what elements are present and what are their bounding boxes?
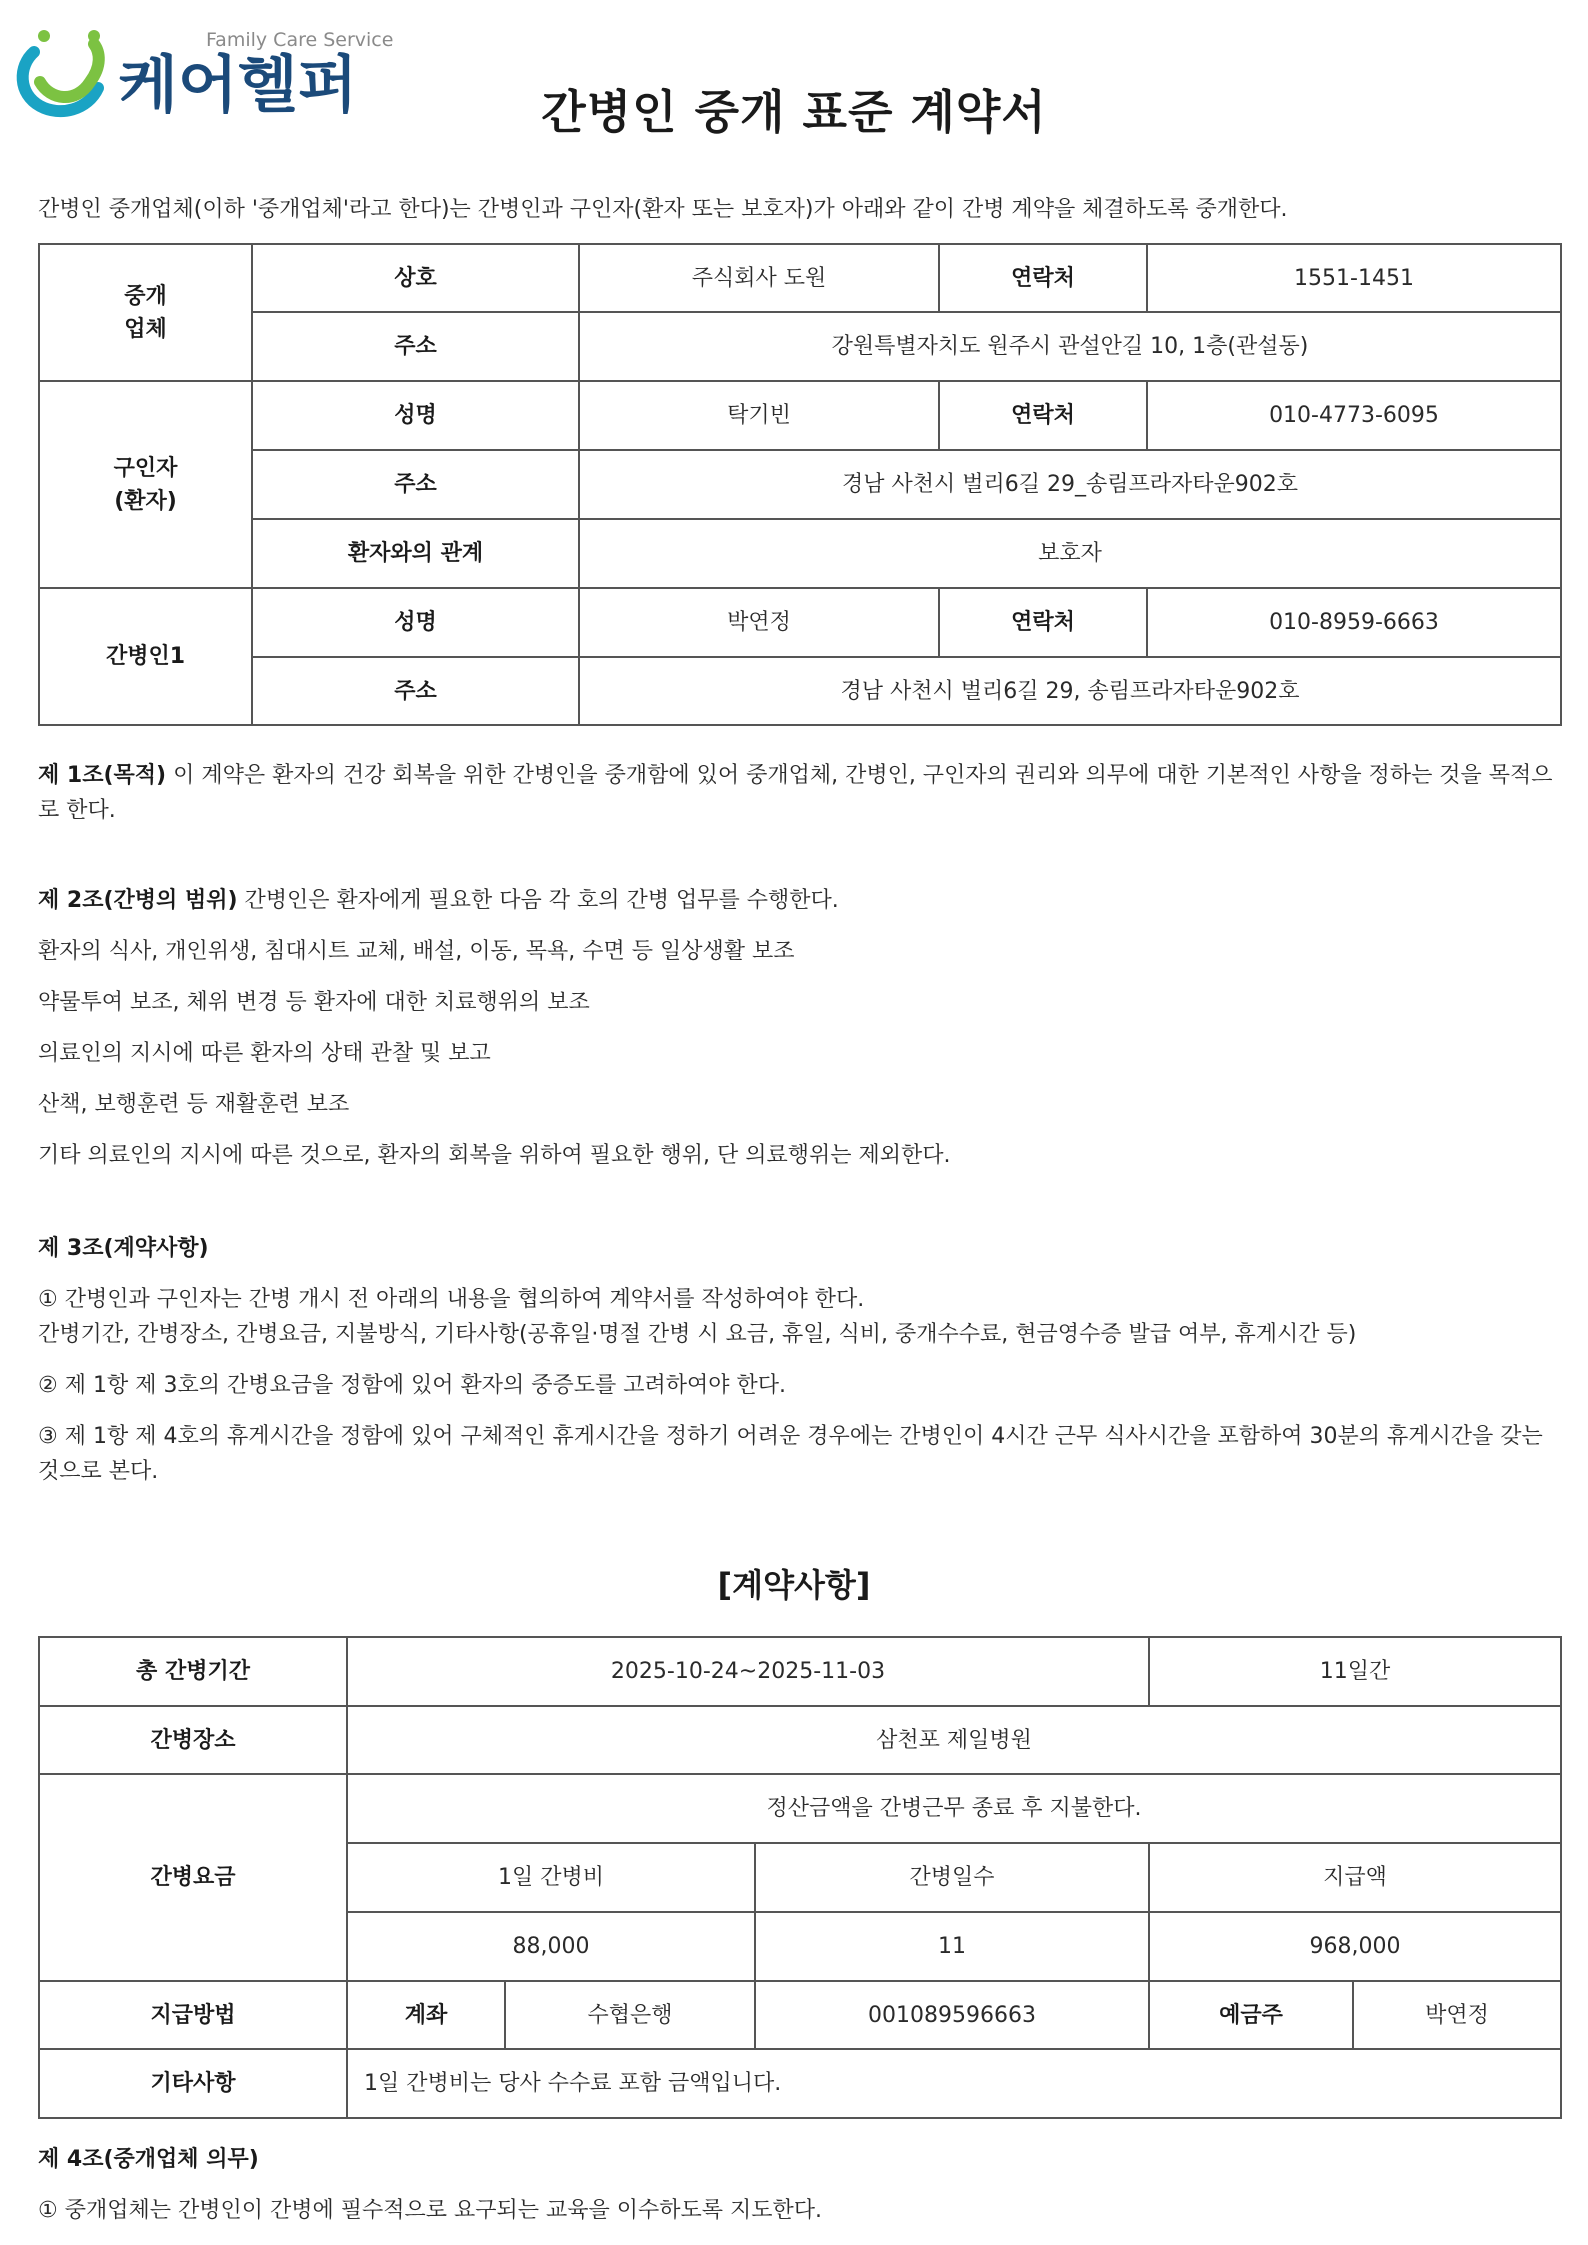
article-2-item: 기타 의료인의 지시에 따른 것으로, 환자의 회복을 위하여 필요한 행위, 단 의료행위는 제외한다. bbox=[38, 1143, 951, 1168]
period-days: 11일간 bbox=[1149, 1637, 1561, 1706]
payment-method-label: 지급방법 bbox=[39, 1981, 347, 2049]
account-number: 001089596663 bbox=[755, 1981, 1149, 2049]
place-label: 간병장소 bbox=[39, 1706, 347, 1774]
account-holder-label: 예금주 bbox=[1149, 1981, 1353, 2049]
client-address: 경남 사천시 벌리6길 29_송림프라자타운902호 bbox=[579, 450, 1561, 519]
caregiver-contact: 010-8959-6663 bbox=[1147, 588, 1561, 657]
article-4-heading: 제 4조(중개업체 의무) bbox=[38, 2147, 259, 2172]
daily-fee-value: 88,000 bbox=[347, 1912, 755, 1981]
amount-label: 지급액 bbox=[1149, 1843, 1561, 1912]
parties-table bbox=[38, 243, 1562, 726]
etc-label: 기타사항 bbox=[39, 2049, 347, 2118]
article-4-heading-row bbox=[38, 2142, 1560, 2177]
agency-section-label: 중개 업체 bbox=[39, 244, 252, 381]
bank-name: 수협은행 bbox=[505, 1981, 755, 2049]
logo-tagline: Family Care Service bbox=[206, 29, 394, 51]
article-2 bbox=[38, 883, 1560, 918]
contract-table bbox=[38, 1636, 1562, 2119]
contract-heading: [계약사항] bbox=[717, 1566, 871, 1604]
client-address-label: 주소 bbox=[252, 450, 579, 519]
period-value: 2025-10-24~2025-11-03 bbox=[347, 1637, 1149, 1706]
fee-note: 정산금액을 간병근무 종료 후 지불한다. bbox=[347, 1774, 1561, 1843]
day-count-value: 11 bbox=[755, 1912, 1149, 1981]
amount-value: 968,000 bbox=[1149, 1912, 1561, 1981]
agency-name-label: 상호 bbox=[252, 244, 579, 312]
agency-address: 강원특별자치도 원주시 관설안길 10, 1층(관설동) bbox=[579, 312, 1561, 381]
client-name: 탁기빈 bbox=[579, 381, 939, 450]
client-contact: 010-4773-6095 bbox=[1147, 381, 1561, 450]
client-relation-label: 환자와의 관계 bbox=[252, 519, 579, 588]
article-3-heading-row bbox=[38, 1231, 1560, 1266]
caregiver-address-label: 주소 bbox=[252, 657, 579, 725]
client-name-label: 성명 bbox=[252, 381, 579, 450]
article-2-body: 간병인은 환자에게 필요한 다음 각 호의 간병 업무를 수행한다. bbox=[237, 888, 839, 913]
article-1-body: 이 계약은 환자의 건강 회복을 위한 간병인을 중개함에 있어 중개업체, 간병인, 구인자의 권리와 의무에 대한 기본적인 사항을 정하는 것을 목적으로 한다. bbox=[38, 763, 1553, 823]
agency-name: 주식회사 도원 bbox=[579, 244, 939, 312]
agency-contact-label: 연락처 bbox=[939, 244, 1147, 312]
place-value: 삼천포 제일병원 bbox=[347, 1706, 1561, 1774]
caregiver-contact-label: 연락처 bbox=[939, 588, 1147, 657]
article-2-item: 환자의 식사, 개인위생, 침대시트 교체, 배설, 이동, 목욕, 수면 등 일상생활 보조 bbox=[38, 939, 795, 964]
article-2-item: 산책, 보행훈련 등 재활훈련 보조 bbox=[38, 1092, 350, 1117]
etc-value: 1일 간병비는 당사 수수료 포함 금액입니다. bbox=[347, 2049, 1561, 2118]
caregiver-name-label: 성명 bbox=[252, 588, 579, 657]
agency-contact: 1551-1451 bbox=[1147, 244, 1561, 312]
caregiver-section-label: 간병인1 bbox=[39, 588, 252, 725]
caregiver-address: 경남 사천시 벌리6길 29, 송림프라자타운902호 bbox=[579, 657, 1561, 725]
article-3-para-3: ③ 제 1항 제 4호의 휴게시간을 정함에 있어 구체적인 휴게시간을 정하기 어려운 경우에는 간병인이 4시간 근무 식사시간을 포함하여 30분의 휴게시간을 갖는 것으로 본다. bbox=[38, 1424, 1543, 1484]
article-3-heading: 제 3조(계약사항) bbox=[38, 1236, 209, 1261]
day-count-label: 간병일수 bbox=[755, 1843, 1149, 1912]
caregiver-name: 박연정 bbox=[579, 588, 939, 657]
article-2-item: 의료인의 지시에 따른 환자의 상태 관찰 및 보고 bbox=[38, 1041, 491, 1066]
intro-text: 간병인 중개업체(이하 '중개업체'라고 한다)는 간병인과 구인자(환자 또는 보호자)가 아래와 같이 간병 계약을 체결하도록 중개한다. bbox=[38, 197, 1288, 222]
daily-fee-label: 1일 간병비 bbox=[347, 1843, 755, 1912]
article-1 bbox=[38, 758, 1560, 828]
client-relation: 보호자 bbox=[579, 519, 1561, 588]
article-3-para-1b: 간병기간, 간병장소, 간병요금, 지불방식, 기타사항(공휴일·명절 간병 시 요금, 휴일, 식비, 중개수수료, 현금영수증 발급 여부, 휴게시간 등) bbox=[38, 1322, 1357, 1347]
client-contact-label: 연락처 bbox=[939, 381, 1147, 450]
article-4-para-1: ① 중개업체는 간병인이 간병에 필수적으로 요구되는 교육을 이수하도록 지도한다. bbox=[38, 2198, 822, 2223]
document-title: 간병인 중개 표준 계약서 bbox=[541, 85, 1047, 139]
article-3-para-1: ① 간병인과 구인자는 간병 개시 전 아래의 내용을 협의하여 계약서를 작성하여야 한다. bbox=[38, 1287, 865, 1312]
article-1-heading: 제 1조(목적) bbox=[38, 763, 167, 788]
account-holder: 박연정 bbox=[1353, 1981, 1561, 2049]
logo-brand: 케어헬퍼 bbox=[118, 48, 358, 121]
agency-address-label: 주소 bbox=[252, 312, 579, 381]
article-3-para-2: ② 제 1항 제 3호의 간병요금을 정함에 있어 환자의 중증도를 고려하여야 한다. bbox=[38, 1373, 786, 1398]
fee-label: 간병요금 bbox=[39, 1774, 347, 1981]
article-2-item: 약물투여 보조, 체위 변경 등 환자에 대한 치료행위의 보조 bbox=[38, 990, 590, 1015]
article-2-heading: 제 2조(간병의 범위) bbox=[38, 888, 238, 913]
account-label: 계좌 bbox=[347, 1981, 505, 2049]
period-label: 총 간병기간 bbox=[39, 1637, 347, 1706]
client-section-label: 구인자 (환자) bbox=[39, 381, 252, 588]
